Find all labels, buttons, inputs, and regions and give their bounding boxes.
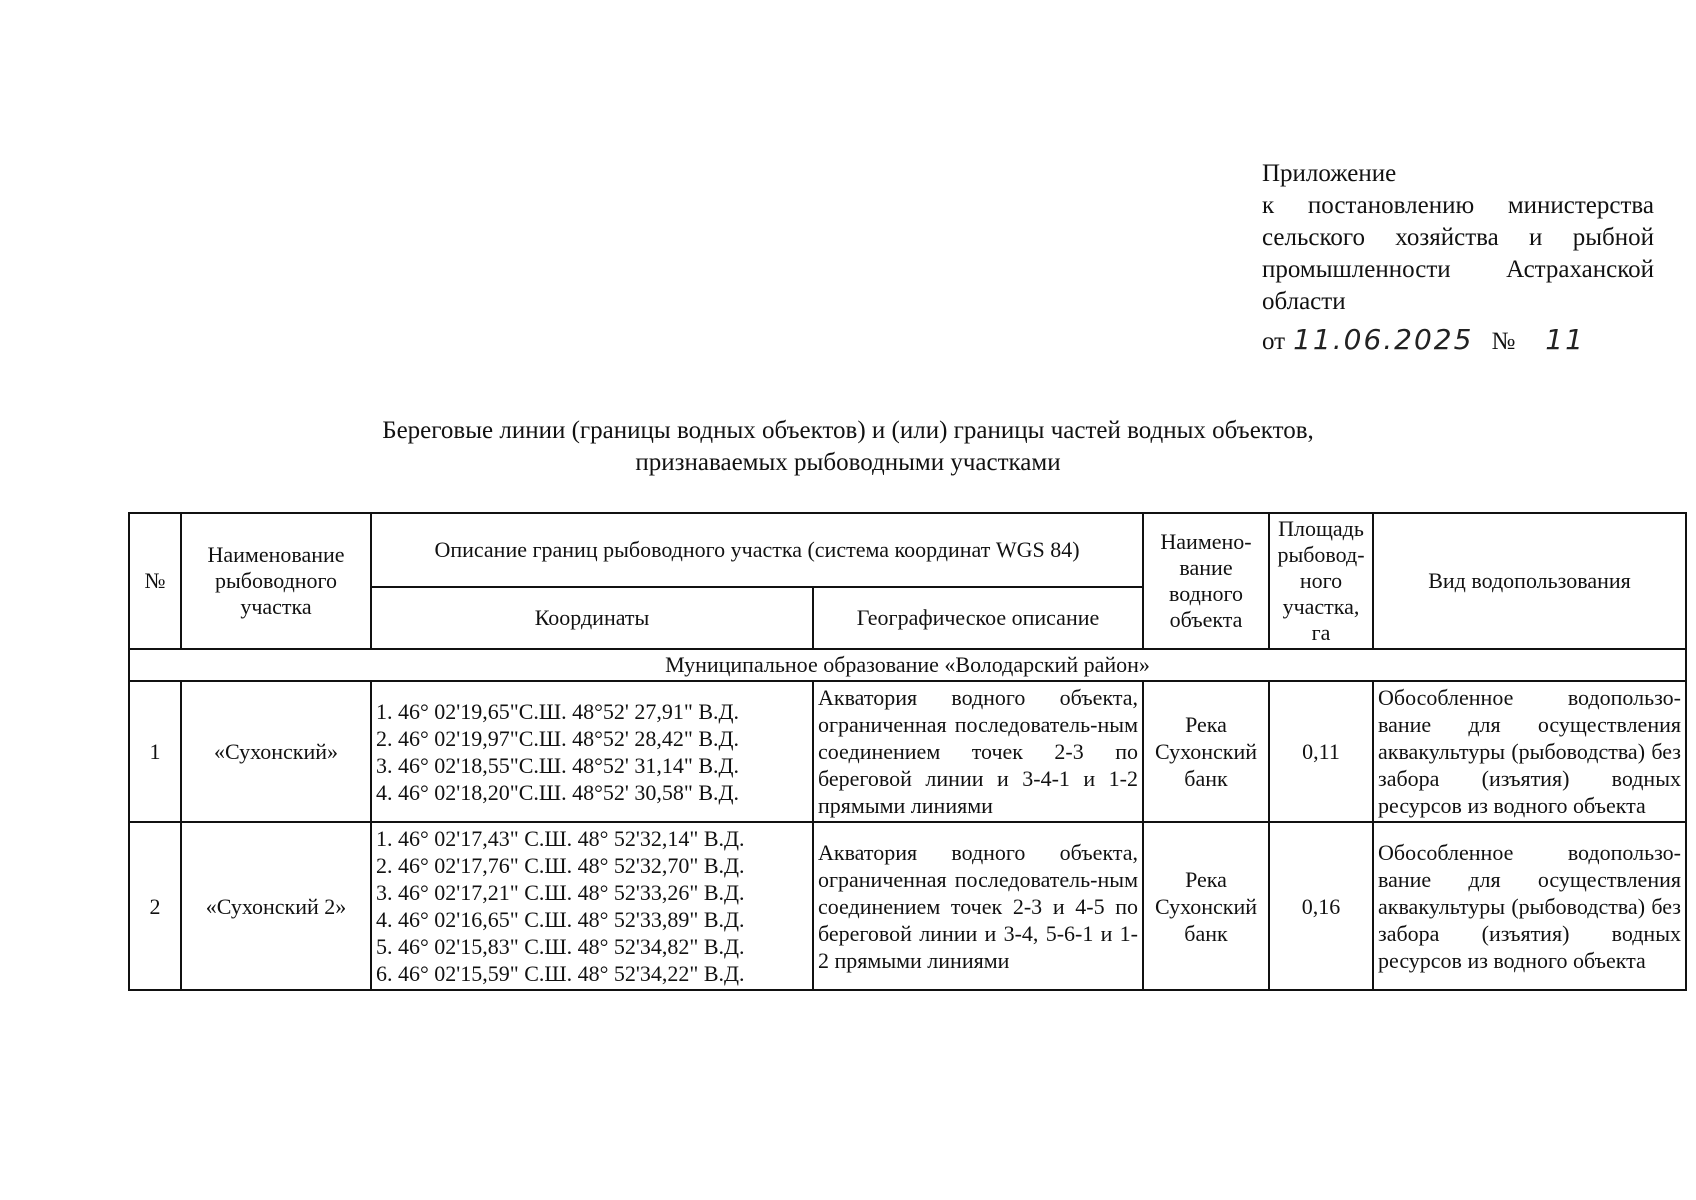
cell-geo-description: Акватория водного объекта, ограниченная последователь-ным соединением точек 2-3 по береговой линии и 3-4-1 и 1-2 прямыми линиями <box>813 681 1143 822</box>
appendix-line: области <box>1262 288 1346 315</box>
table-row <box>129 822 1686 990</box>
title-line-2: признаваемых рыбоводными участками <box>635 449 1061 476</box>
cell-area: 0,11 <box>1269 681 1373 822</box>
coordinate-line: 4. 46° 02'18,20"С.Ш. 48°52' 30,58" В.Д. <box>376 779 740 805</box>
appendix-line: к постановлению министерства <box>1262 192 1654 219</box>
table-row <box>129 681 1686 822</box>
header-coordinates: Координаты <box>371 587 813 649</box>
header-geo-description: Географическое описание <box>813 587 1143 649</box>
section-row <box>129 649 1686 681</box>
coordinate-line: 1. 46° 02'17,43" С.Ш. 48° 52'32,14" В.Д. <box>376 826 745 851</box>
cell-name: «Сухонский» <box>181 681 371 822</box>
coordinate-line: 5. 46° 02'15,83" С.Ш. 48° 52'34,82" В.Д. <box>376 934 745 959</box>
cell-coordinates <box>371 681 813 822</box>
date-prefix: от <box>1262 328 1286 355</box>
cell-geo-description: Акватория водного объекта, ограниченная последователь-ным соединением точек 2-3 и 4-5 по береговой линии и 3-4, 5-6-1 и 1-2 прямыми линиями <box>813 822 1143 990</box>
document-title <box>0 415 1696 479</box>
cell-area: 0,16 <box>1269 822 1373 990</box>
cell-water-body: Река Сухонский банк <box>1143 681 1269 822</box>
cell-water-body: Река Сухонский банк <box>1143 822 1269 990</box>
section-label: Муниципальное образование «Володарский район» <box>129 649 1686 681</box>
appendix-block <box>1262 158 1654 358</box>
header-row <box>129 513 1686 587</box>
title-line-1: Береговые линии (границы водных объектов) и (или) границы частей водных объектов, <box>382 417 1314 444</box>
coordinate-line: 6. 46° 02'15,59" С.Ш. 48° 52'34,22" В.Д. <box>376 961 745 986</box>
cell-num: 2 <box>129 822 181 990</box>
handwritten-date: 11.06.2025 <box>1293 323 1474 356</box>
handwritten-number: 11 <box>1545 323 1585 356</box>
coordinate-line: 3. 46° 02'17,21" С.Ш. 48° 52'33,26" В.Д. <box>376 880 745 905</box>
coordinate-line: 1. 46° 02'19,65"С.Ш. 48°52' 27,91" В.Д. <box>376 698 740 724</box>
header-water-body: Наимено-вание водного объекта <box>1143 513 1269 649</box>
coordinate-line: 2. 46° 02'17,76" С.Ш. 48° 52'32,70" В.Д. <box>376 853 745 878</box>
appendix-line: промышленности Астраханской <box>1262 256 1654 283</box>
cell-use-type: Обособленное водопользо-вание для осуществления аквакультуры (рыбоводства) без забора (изъятия) водных ресурсов из водного объекта <box>1373 681 1686 822</box>
header-use-type: Вид водопользования <box>1373 513 1686 649</box>
cell-name: «Сухонский 2» <box>181 822 371 990</box>
appendix-line: Приложение <box>1262 160 1397 187</box>
number-sign: № <box>1491 328 1516 355</box>
header-boundaries: Описание границ рыбоводного участка (система координат WGS 84) <box>371 513 1143 587</box>
header-area: Площадь рыбовод-ного участка, га <box>1269 513 1373 649</box>
coordinate-line: 3. 46° 02'18,55"С.Ш. 48°52' 31,14" В.Д. <box>376 752 740 778</box>
coordinate-line: 2. 46° 02'19,97"С.Ш. 48°52' 28,42" В.Д. <box>376 725 740 751</box>
header-num: № <box>129 513 181 649</box>
appendix-date-line <box>1262 324 1654 358</box>
cell-num: 1 <box>129 681 181 822</box>
cell-coordinates <box>371 822 813 990</box>
cell-use-type: Обособленное водопользо-вание для осуществления аквакультуры (рыбоводства) без забора (изъятия) водных ресурсов из водного объекта <box>1373 822 1686 990</box>
appendix-line: сельского хозяйства и рыбной <box>1262 224 1654 251</box>
header-name: Наименование рыбоводного участка <box>181 513 371 649</box>
coordinate-line: 4. 46° 02'16,65" С.Ш. 48° 52'33,89" В.Д. <box>376 907 745 932</box>
fishery-areas-table <box>128 512 1687 991</box>
